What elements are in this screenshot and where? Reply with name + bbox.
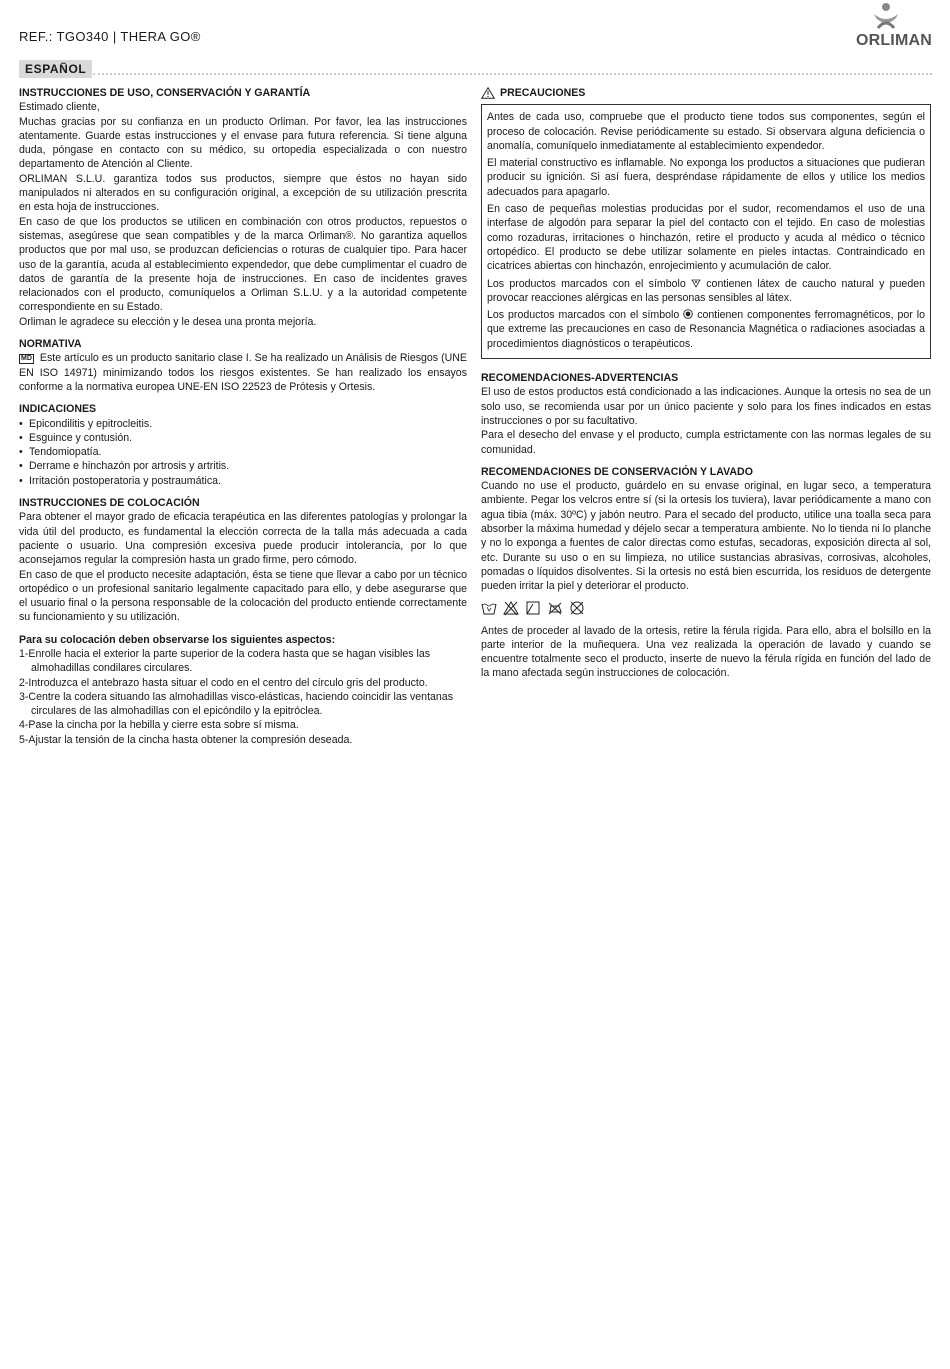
precaution-paragraph: Antes de cada uso, compruebe que el producto tiene todos sus componentes, según el proceso de colocación. Revise periódicamente su estado. Si observara alguna deficiencia o anomalía, comuníquelo inmediatamente al establecimiento expendedor. [487,111,925,152]
precaution-paragraph: En caso de pequeñas molestias producidas por el sudor, recomendamos el uso de una interfase de algodón para separar la piel del contacto con el tejido. En caso de molestias como rozaduras, irritaciones o hinchazón, retire el producto y acuda al médico o técnico ortopédico. El producto se debe utilizar solamente en pieles intactas. Contraindicado en cicatrices abiertas con hinchazón, enrojecimiento y acumulación de calor. [487,203,925,273]
brand-name: ORLIMAN [855,32,932,49]
list-item: • Irritación postoperatoria y postraumática. [19,474,467,488]
colocacion-title: INSTRUCCIONES DE COLOCACIÓN [19,497,200,510]
no-bleach-icon [503,600,519,616]
step-item: 5-Ajustar la tensión de la cincha hasta obtener la compresión deseada. [19,733,353,746]
precaution-paragraph: El material constructivo es inflamable. No exponga los productos a situaciones que pudieran producir su ignición. Si así fuera, despréndase rápidamente de ellos y utilice los medios adecuados para apagarlo. [487,157,925,198]
step-item: 1-Enrolle hacia el exterior la parte superior de la codera hasta que se hagan visibles las almohadillas condilares circulares. [19,647,431,675]
list-item: • Derrame e hinchazón por artrosis y artritis. [19,459,467,473]
aspectos-title: Para su colocación deben observarse los siguientes aspectos: [19,633,336,646]
warning-icon [481,87,495,99]
language-bar [19,60,932,78]
precauciones-box [481,104,931,359]
conservacion-title: RECOMENDACIONES DE CONSERVACIÓN Y LAVADO [481,465,753,478]
right-column [481,86,931,689]
language-tag: ESPAÑOL [19,60,92,78]
steps-list [19,647,467,747]
list-item: • Tendomiopatía. [19,445,467,459]
normativa-title: NORMATIVA [19,338,82,351]
normativa-section [19,337,467,394]
precauciones-title: PRECAUCIONES [500,87,586,99]
step-item: 2-Introduzca el antebrazo hasta situar el codo en el centro del círculo gris del producto. [19,676,428,689]
list-item: • Esguince y contusión. [19,431,467,445]
page-header [19,0,932,60]
conservacion-paragraph: Cuando no use el producto, guárdelo en su envase original, en lugar seco, a temperatura ambiente. Pegar los velcros entre sí (si la ortesis los tuviera), lavar periódicamente a mano con agua tibia (máx. 30ºC) y jabón neutro. Para el secado del producto, utilice una toalla seca para absorber la máxima humedad y déjelo secar a temperatura ambiente. No lo tienda ni lo planche y no lo exponga a fuentes de calor directas como estufas, secadoras, exposición directa al sol, etc. Durante su uso o en su limpieza, no utilice sustancias abrasivas, corrosivas, alcoholes, pomadas o líquidos disolventes. Si la ortesis no está bien escurrida, los residuos de detergente pueden irritar la piel y deteriorar el producto. [481,480,931,593]
latex-warning [487,277,925,306]
list-item: • Epicondilitis y epitrocleitis. [19,417,467,431]
indicaciones-title: INDICACIONES [19,403,97,416]
recomendaciones-section [481,371,931,457]
precauciones-heading [481,86,931,100]
greeting: Estimado cliente, [19,101,100,114]
indicaciones-section [19,402,467,488]
no-iron-icon [547,600,563,616]
hand-wash-icon [481,600,497,616]
dotted-divider [93,73,932,75]
instructions-title: INSTRUCCIONES DE USO, CONSERVACIÓN Y GARANTÍA [19,87,311,99]
colocacion-section [19,496,467,625]
recomendaciones-title: RECOMENDACIONES-ADVERTENCIAS [481,372,679,385]
medical-device-icon: MD [21,355,32,363]
mr-warning-end: contienen componentes ferromagnéticos, por lo que extreme las precauciones en caso de Resonancia Magnética o radiaciones asociadas a procedimientos diagnósticos o terapéuticos. [487,309,925,350]
step-item: 3-Centre la codera situando las almohadillas visco-elásticas, haciendo coincidir las ventanas circulares de las almohadillas con el epicóndilo y la epitróclea. [19,690,453,718]
aspectos-section [19,633,467,747]
product-reference: REF.: TGO340 | THERA GO® [19,29,201,44]
mr-warning-start: Los productos marcados con el símbolo [487,309,680,322]
indicaciones-list [19,417,467,488]
colocacion-paragraph-2: En caso de que el producto necesite adaptación, ésta se tiene que llevar a cabo por un técnico ortopédico o un profesional sanitario legalmente capacitado para ello, y debe asegurarse que el usuario final o la persona responsable de la colocación del producto entiende correctamente su funcionamiento y su utilización. [19,568,467,624]
step-item: 4-Pase la cincha por la hebilla y cierre esta sobre sí misma. [19,719,299,732]
logo-figure-icon [866,2,906,32]
recomendaciones-paragraph-2: Para el desecho del envase y el producto, cumpla estrictamente con las normas legales de su comunidad. [481,429,931,456]
instructions-paragraph-3: En caso de que los productos se utilicen en combinación con otros productos, repuestos o sistemas, asegúrese que sean compatibles y de la marca Orliman®. No garantiza aquellos productos que por mal uso, se produzcan deficiencias o roturas de cualquier tipo. Para hacer uso de la garantía, acuda al establecimiento expendedor, que debe cumplimentar el cuadro de datos de garantía de la presente hoja de instrucciones. En caso de incidentes graves relacionados con el producto, comuníquelos a Orliman S.L.U. y a la autoridad competente correspondiente en su Estado. [19,215,467,314]
latex-warning-start: Los productos marcados con el símbolo [487,277,686,290]
care-symbols [481,600,931,616]
normativa-text [19,351,467,394]
instructions-paragraph-1: Muchas gracias por su confianza en un producto Orliman. Por favor, lea las instrucciones atentamente. Guarde estas instrucciones y el envase para futura referencia. Si tiene alguna duda, póngase en contacto con su médico, su ortopedia especializada o con nuestro departamento de Atención al Cliente. [19,115,467,171]
latex-icon [691,278,701,288]
lavado-paragraph: Antes de proceder al lavado de la ortesis, retire la férula rígida. Para ello, abra el bolsillo en la parte interior de la muñequera. Una vez realizada la operación de lavado y cuando se encuentre totalmente seco el producto, inserte de nuevo la férula rígida en función del lado de la mano afectada según instrucciones de colocación. [481,624,931,680]
conservacion-section [481,465,931,681]
mr-warning [487,308,925,351]
precauciones-section [481,86,931,359]
no-dry-clean-icon [569,600,585,616]
instructions-section [19,86,467,329]
colocacion-paragraph-1: Para obtener el mayor grado de eficacia terapéutica en las diferentes patologías y prolongar la vida útil del producto, es fundamental la elección correcta de la talla más adecuada a cada paciente o usuario. Una compresión excesiva puede producir intolerancia, por lo que aconsejamos regular la compresión hasta un grado firme, pero cómodo. [19,511,467,567]
left-column [19,86,467,755]
instructions-paragraph-4: Orliman le agradece su elección y le desea una pronta mejoría. [19,315,317,328]
normativa-body: Este artículo es un producto sanitario clase I. Se ha realizado un Análisis de Riesgos (UNE EN ISO 14971) minimizando todos los riesgos existentes. Se han realizado los ensayos conforme a la normativa europea UNE-EN ISO 22523 de Prótesis y Ortesis. [19,352,467,393]
dry-flat-icon [525,600,541,616]
latex-warning-end: contienen látex de caucho natural y pueden provocar reacciones alérgicas en las personas sensibles al látex. [487,277,925,304]
recomendaciones-paragraph-1: El uso de estos productos está condicionado a las indicaciones. Aunque la ortesis no sea de un solo uso, se recomienda usar por un único paciente y solo para los fines indicados en estas instrucciones o por su facultativo. [481,386,931,427]
mr-unsafe-icon [683,309,693,319]
instructions-paragraph-2: ORLIMAN S.L.U. garantiza todos sus productos, siempre que éstos no hayan sido manipulados ni alterados en su configuración original, a excepción de su utilización prescrita en esta hoja de instrucciones. [19,172,467,214]
brand-logo [842,2,932,50]
